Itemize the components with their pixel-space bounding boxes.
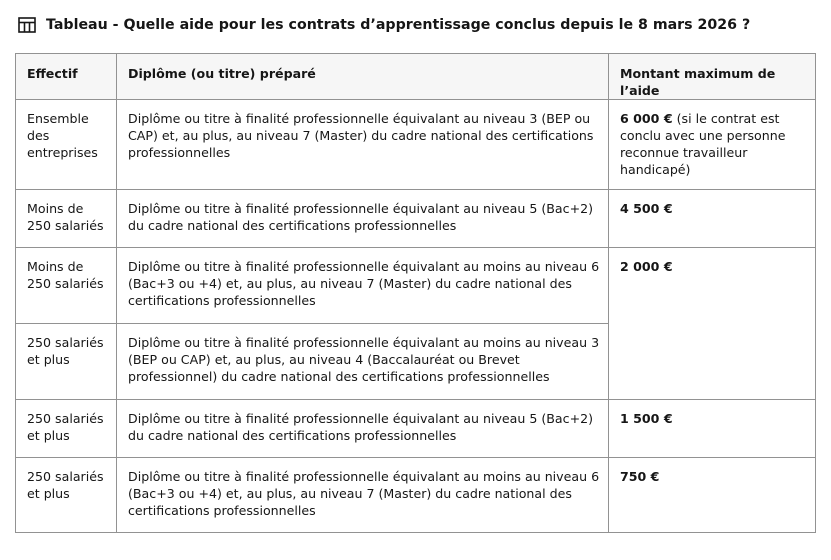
cell-effectif: Ensemble des entreprises <box>16 100 117 190</box>
cell-effectif: 250 salariés et plus <box>16 324 117 400</box>
cell-effectif: Moins de 250 salariés <box>16 190 117 248</box>
amount-value: 2 000 € <box>620 259 673 274</box>
cell-diplome: Diplôme ou titre à finalité professionnelle équivalant au niveau 3 (BEP ou CAP) et, au plus, au niveau 7 (Master) du cadre national des certifications professionnelles <box>117 100 609 190</box>
table-header-row <box>16 54 816 100</box>
amount-value: 750 € <box>620 469 660 484</box>
header-montant: Montant maximum de l’aide <box>609 54 816 100</box>
cell-diplome: Diplôme ou titre à finalité professionnelle équivalant au niveau 5 (Bac+2) du cadre national des certifications professionnelles <box>117 190 609 248</box>
cell-montant <box>609 190 816 248</box>
header-effectif: Effectif <box>16 54 117 100</box>
cell-diplome: Diplôme ou titre à finalité professionnelle équivalant au moins au niveau 6 (Bac+3 ou +4) et, au plus, au niveau 7 (Master) du cadre national des certifications professionnelles <box>117 248 609 324</box>
table-row <box>16 458 816 533</box>
amount-value: 1 500 € <box>620 411 673 426</box>
table-caption <box>18 15 750 35</box>
cell-diplome: Diplôme ou titre à finalité professionnelle équivalant au moins au niveau 3 (BEP ou CAP) et, au plus, au niveau 4 (Baccalauréat ou Brevet professionnel) du cadre national des certifications professionnelles <box>117 324 609 400</box>
aid-table <box>15 53 816 533</box>
table-row <box>16 248 816 324</box>
cell-effectif: Moins de 250 salariés <box>16 248 117 324</box>
table-row <box>16 400 816 458</box>
amount-value: 6 000 € <box>620 111 673 126</box>
cell-montant <box>609 400 816 458</box>
cell-montant <box>609 248 816 400</box>
cell-montant <box>609 458 816 533</box>
amount-value: 4 500 € <box>620 201 673 216</box>
cell-effectif: 250 salariés et plus <box>16 400 117 458</box>
cell-montant <box>609 100 816 190</box>
header-diplome: Diplôme (ou titre) préparé <box>117 54 609 100</box>
table-row <box>16 190 816 248</box>
table-row <box>16 100 816 190</box>
table-title: Tableau - Quelle aide pour les contrats d’apprentissage conclus depuis le 8 mars 2026 ? <box>46 17 751 33</box>
table-icon <box>18 17 36 33</box>
cell-diplome: Diplôme ou titre à finalité professionnelle équivalant au moins au niveau 6 (Bac+3 ou +4) et, au plus, au niveau 7 (Master) du cadre national des certifications professionnelles <box>117 458 609 533</box>
cell-effectif: 250 salariés et plus <box>16 458 117 533</box>
cell-diplome: Diplôme ou titre à finalité professionnelle équivalant au niveau 5 (Bac+2) du cadre national des certifications professionnelles <box>117 400 609 458</box>
amount-note: (si le contrat est conclu avec une personne reconnue travailleur handicapé) <box>620 111 786 177</box>
